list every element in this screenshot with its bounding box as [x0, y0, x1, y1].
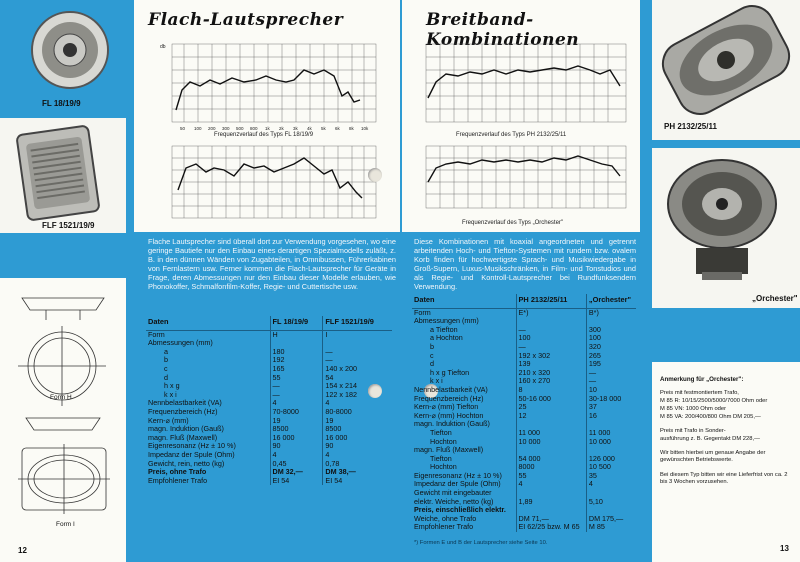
row-value: DM 38,— — [323, 468, 392, 477]
row-label: Eigenresonanz (Hz ± 10 %) — [414, 470, 502, 480]
row-value: 100 — [586, 334, 636, 343]
row-value: 10 — [586, 386, 636, 395]
drawings-panel — [0, 278, 126, 562]
table-footnote: *) Formen E und B der Lautsprecher siehe Seite 10. — [414, 540, 548, 546]
svg-text:300: 300 — [222, 126, 230, 131]
row-value: 126 000 — [586, 455, 636, 464]
row-label: h x g Tiefton — [430, 367, 470, 377]
row-label: Nennbelastbarkeit (VA) — [414, 384, 488, 394]
row-value: 11 000 — [516, 429, 586, 438]
row-label: Gewicht mit eingebauter — [414, 488, 492, 498]
row-value: 320 — [586, 343, 636, 352]
row-value: 16 — [586, 412, 636, 421]
spec-table-right — [412, 294, 636, 532]
row-value: 122 x 182 — [323, 391, 392, 400]
row-value: 1,89 — [516, 498, 586, 507]
row-value: 11 000 — [586, 429, 636, 438]
table-header — [412, 294, 636, 308]
row-value: 4 — [270, 399, 323, 408]
row-value — [516, 317, 586, 326]
row-label: Frequenzbereich (Hz) — [148, 406, 218, 416]
spec-table-left — [146, 316, 392, 485]
row-label: a Hochton — [430, 333, 463, 343]
speaker-photo-rect — [0, 118, 126, 233]
svg-text:5k: 5k — [321, 126, 326, 131]
row-label: Kern-⌀ (mm) Tiefton — [414, 402, 479, 412]
svg-text:100: 100 — [194, 126, 202, 131]
header-ph: PH 2132/25/11 — [516, 294, 586, 308]
row-value: — — [586, 369, 636, 378]
row-value: — — [516, 343, 586, 352]
row-label: c — [164, 363, 168, 373]
caption-ph: PH 2132/25/11 — [664, 122, 717, 131]
svg-text:10k: 10k — [361, 126, 369, 131]
table-row — [412, 523, 636, 532]
row-label: Frequenzbereich (Hz) — [414, 393, 484, 403]
page-number-right: 13 — [780, 544, 789, 553]
paragraph-left: Flache Lautsprecher sind überall dort zur Verwendung vorgesehen, wo eine geringe Bautiefe nur den Einbau eines derartigen Spezialmodells zuläßt, z. B. in den dünnen Wänden von Zugabteilen, in Omnibussen, Führerkabinen von Fernlastern usw. Ferner kommen die Flach-Lautsprecher für Geräte in Frage, deren Abmessungen nur den Einbau dieser Modelle erlauben, wie Phonokoffer, Schmalfonfilm-Koffer, Regie- und Cuttertische usw. — [148, 237, 396, 291]
remark-panel — [652, 362, 800, 562]
row-label: Form — [414, 307, 431, 317]
row-value: 154 x 214 — [323, 382, 392, 391]
row-label: Hochton — [430, 436, 457, 446]
row-value — [323, 339, 392, 348]
row-value: 80-8000 — [323, 408, 392, 417]
svg-text:4k: 4k — [307, 126, 312, 131]
row-value: 4 — [270, 451, 323, 460]
row-label: c — [430, 350, 434, 360]
table-row — [146, 348, 392, 357]
row-label: b — [430, 341, 434, 351]
row-label: magn. Fluß (Maxwell) — [148, 432, 218, 442]
row-value: M 85 — [586, 523, 636, 532]
row-label: Abmessungen (mm) — [414, 316, 479, 326]
row-label: Preis, ohne Trafo — [148, 467, 207, 477]
row-value: 5,10 — [586, 498, 636, 507]
row-value: 35 — [586, 472, 636, 481]
table-header — [146, 316, 392, 330]
header-orchester: „Orchester" — [586, 294, 636, 308]
remark-heading: Anmerkung für „Orchester": — [660, 376, 744, 383]
row-value: 192 — [270, 356, 323, 365]
row-label: Impedanz der Spule (Ohm) — [414, 479, 501, 489]
speaker-photo-oval — [652, 0, 800, 118]
row-value: 55 — [270, 374, 323, 383]
row-label: elektr. Weiche, netto (kg) — [414, 496, 494, 506]
binder-hole — [368, 168, 382, 182]
remark-line: M 85 VN: 1000 Ohm oder — [660, 406, 727, 412]
row-label: magn. Fluß (Maxwell) — [414, 445, 484, 455]
row-label: b — [164, 355, 168, 365]
row-value: — — [323, 356, 392, 365]
row-value: 160 x 270 — [516, 377, 586, 386]
row-value: 4 — [516, 480, 586, 489]
svg-text:3k: 3k — [293, 126, 298, 131]
header-daten: Daten — [412, 294, 516, 308]
row-label: Empfohlener Trafo — [414, 522, 474, 532]
technical-drawings — [0, 278, 126, 562]
row-value: 55 — [516, 472, 586, 481]
page-number-left: 12 — [18, 546, 27, 555]
row-value: 210 x 320 — [516, 369, 586, 378]
row-value: 192 x 302 — [516, 352, 586, 361]
row-value: DM 32,— — [270, 468, 323, 477]
row-value: 90 — [270, 442, 323, 451]
remark-line: Bei diesem Typ bitten wir eine Lieferfrist von ca. 2 bis 3 Wochen vorzusehen. — [660, 472, 788, 485]
table-row — [146, 477, 392, 486]
frequency-graph-orchester — [406, 142, 636, 218]
caption-flf-1521: FLF 1521/19/9 — [42, 221, 95, 230]
row-label: Nennbelastbarkeit (VA) — [148, 398, 222, 408]
remark-line: Wir bitten hierbei um genaue Angabe der gewünschten Betriebswerte. — [660, 450, 766, 463]
binder-hole — [368, 384, 382, 398]
remark-line: Preis mit festmontiertem Trafo, — [660, 390, 739, 396]
svg-text:2k: 2k — [279, 126, 284, 131]
row-value: — — [516, 326, 586, 335]
row-value: 90 — [323, 442, 392, 451]
row-label: Abmessungen (mm) — [148, 338, 213, 348]
row-label: Gewicht, rein, netto (kg) — [148, 458, 225, 468]
row-value: 8000 — [516, 463, 586, 472]
row-value: 4 — [323, 451, 392, 460]
row-value: H — [270, 330, 323, 339]
row-value: 19 — [270, 417, 323, 426]
row-value: EI 54 — [270, 477, 323, 486]
remark-line: M 85 R: 10/15/2500/5000/7000 Ohm oder — [660, 398, 768, 404]
row-value: EI 54 — [323, 477, 392, 486]
row-value: DM 71,— — [516, 515, 586, 524]
row-value: 195 — [586, 360, 636, 369]
svg-text:800: 800 — [250, 126, 258, 131]
page-title-left: Flach-Lautsprecher — [148, 10, 344, 30]
table-row — [146, 365, 392, 374]
svg-text:500: 500 — [236, 126, 244, 131]
row-label: Form — [148, 329, 165, 339]
graph-caption-orchester: Frequenzverlauf des Typs „Orchester" — [462, 220, 564, 226]
row-label: magn. Induktion (Gauß) — [414, 419, 490, 429]
row-value: EI 62/25 bzw. M 65 — [516, 523, 586, 532]
header-fl: FL 18/19/9 — [270, 316, 323, 330]
row-label: Tiefton — [430, 453, 452, 463]
row-label: Impedanz der Spule (Ohm) — [148, 449, 235, 459]
svg-text:1k: 1k — [265, 126, 270, 131]
row-value: 8 — [516, 386, 586, 395]
svg-text:50: 50 — [180, 126, 186, 131]
caption-orchester: „Orchester" — [752, 294, 798, 303]
row-value: 37 — [586, 403, 636, 412]
row-label: Weiche, ohne Trafo — [414, 513, 477, 523]
row-value: 8500 — [323, 425, 392, 434]
row-value: 8500 — [270, 425, 323, 434]
left-graph-panel — [134, 0, 400, 232]
row-value: E*) — [516, 308, 586, 317]
row-label: h x g — [164, 381, 180, 391]
row-value: 19 — [323, 417, 392, 426]
row-value: 0,45 — [270, 460, 323, 469]
row-label: d — [164, 372, 168, 382]
row-label: a — [164, 346, 168, 356]
caption-form-i: Form I — [56, 521, 75, 528]
speaker-photo-round — [18, 4, 122, 96]
paragraph-right: Diese Kombinationen mit koaxial angeordneten und getrennt arbeitenden Hoch- und Tiefton-Systemen mit rundem bzw. ovalem Korb finden für hochwertigste Sprach- und Musikwiedergabe in Groß-Supern, Luxus-Musikschränken, in Film- und Tonstudios und als Regie- und Kontroll-Lautsprecher bei Rundfunksendern Verwendung. — [414, 237, 636, 291]
caption-form-h: Form H — [50, 394, 72, 401]
row-value: 100 — [516, 334, 586, 343]
row-value: 139 — [516, 360, 586, 369]
row-label: Eigenresonanz (Hz ± 10 %) — [148, 441, 236, 451]
svg-text:8k: 8k — [349, 126, 354, 131]
photo-panel-flf — [0, 118, 126, 233]
row-value: 10 000 — [586, 438, 636, 447]
row-label: d — [430, 359, 434, 369]
row-label: Hochton — [430, 462, 457, 472]
row-label: Kern-⌀ (mm) — [148, 415, 189, 425]
row-value: B*) — [586, 308, 636, 317]
row-value: I — [323, 330, 392, 339]
row-value: 180 — [270, 348, 323, 357]
row-value: 16 000 — [270, 434, 323, 443]
header-daten: Daten — [146, 316, 270, 330]
caption-fl-18: FL 18/19/9 — [42, 99, 81, 108]
row-value: 54 000 — [516, 455, 586, 464]
row-label: a Tiefton — [430, 324, 458, 334]
remark-line: ausführung z. B. Gegentakt DM 228,— — [660, 436, 760, 442]
row-value: 12 — [516, 412, 586, 421]
row-value: 265 — [586, 352, 636, 361]
row-value: 30-18 000 — [586, 395, 636, 404]
row-value: 54 — [323, 374, 392, 383]
row-value: 4 — [323, 399, 392, 408]
table-row — [146, 339, 392, 348]
row-value: 0,78 — [323, 460, 392, 469]
frequency-graph-flf — [148, 142, 388, 232]
row-value: 4 — [586, 480, 636, 489]
row-value: 25 — [516, 403, 586, 412]
row-value: 10 500 — [586, 463, 636, 472]
row-value: 140 x 200 — [323, 365, 392, 374]
row-value: 50-16 000 — [516, 395, 586, 404]
photo-panel-orchester — [652, 148, 800, 308]
row-value: 16 000 — [323, 434, 392, 443]
row-label: Tiefton — [430, 427, 452, 437]
row-value: 300 — [586, 326, 636, 335]
row-label: Preis, einschließlich elektr. — [414, 505, 506, 515]
page-title-right: Breitband-Kombinationen — [426, 10, 580, 50]
frequency-graph-ph — [406, 40, 636, 132]
row-value: 165 — [270, 365, 323, 374]
right-graph-panel — [402, 0, 640, 232]
row-label: k x i — [164, 389, 177, 399]
row-value: — — [270, 391, 323, 400]
photo-fl-18 — [18, 4, 122, 96]
y-label: db — [160, 44, 166, 50]
svg-text:6k: 6k — [335, 126, 340, 131]
row-label: Empfohlener Trafo — [148, 475, 208, 485]
row-value: — — [270, 382, 323, 391]
row-label: Kern-⌀ (mm) Hochton — [414, 410, 484, 420]
row-value: — — [586, 377, 636, 386]
svg-text:200: 200 — [208, 126, 216, 131]
frequency-graph-fl — [148, 40, 388, 132]
row-label: magn. Induktion (Gauß) — [148, 424, 224, 434]
remark-line: M 85 VA: 200/400/800 Ohm DM 205,— — [660, 414, 761, 420]
speaker-photo-orchester — [652, 148, 800, 288]
row-value: 10 000 — [516, 438, 586, 447]
row-value: — — [323, 348, 392, 357]
photo-panel-ph — [652, 0, 800, 140]
row-value: 70-8000 — [270, 408, 323, 417]
remark-line: Preis mit Trafo in Sonder- — [660, 428, 726, 434]
graph-caption-fl: Frequenzverlauf des Typs FL 18/19/9 — [214, 132, 314, 138]
row-label: k x i — [430, 376, 443, 386]
graph-caption-ph: Frequenzverlauf des Typs PH 2132/25/11 — [456, 132, 567, 138]
header-flf: FLF 1521/19/9 — [323, 316, 392, 330]
row-value: DM 175,— — [586, 515, 636, 524]
